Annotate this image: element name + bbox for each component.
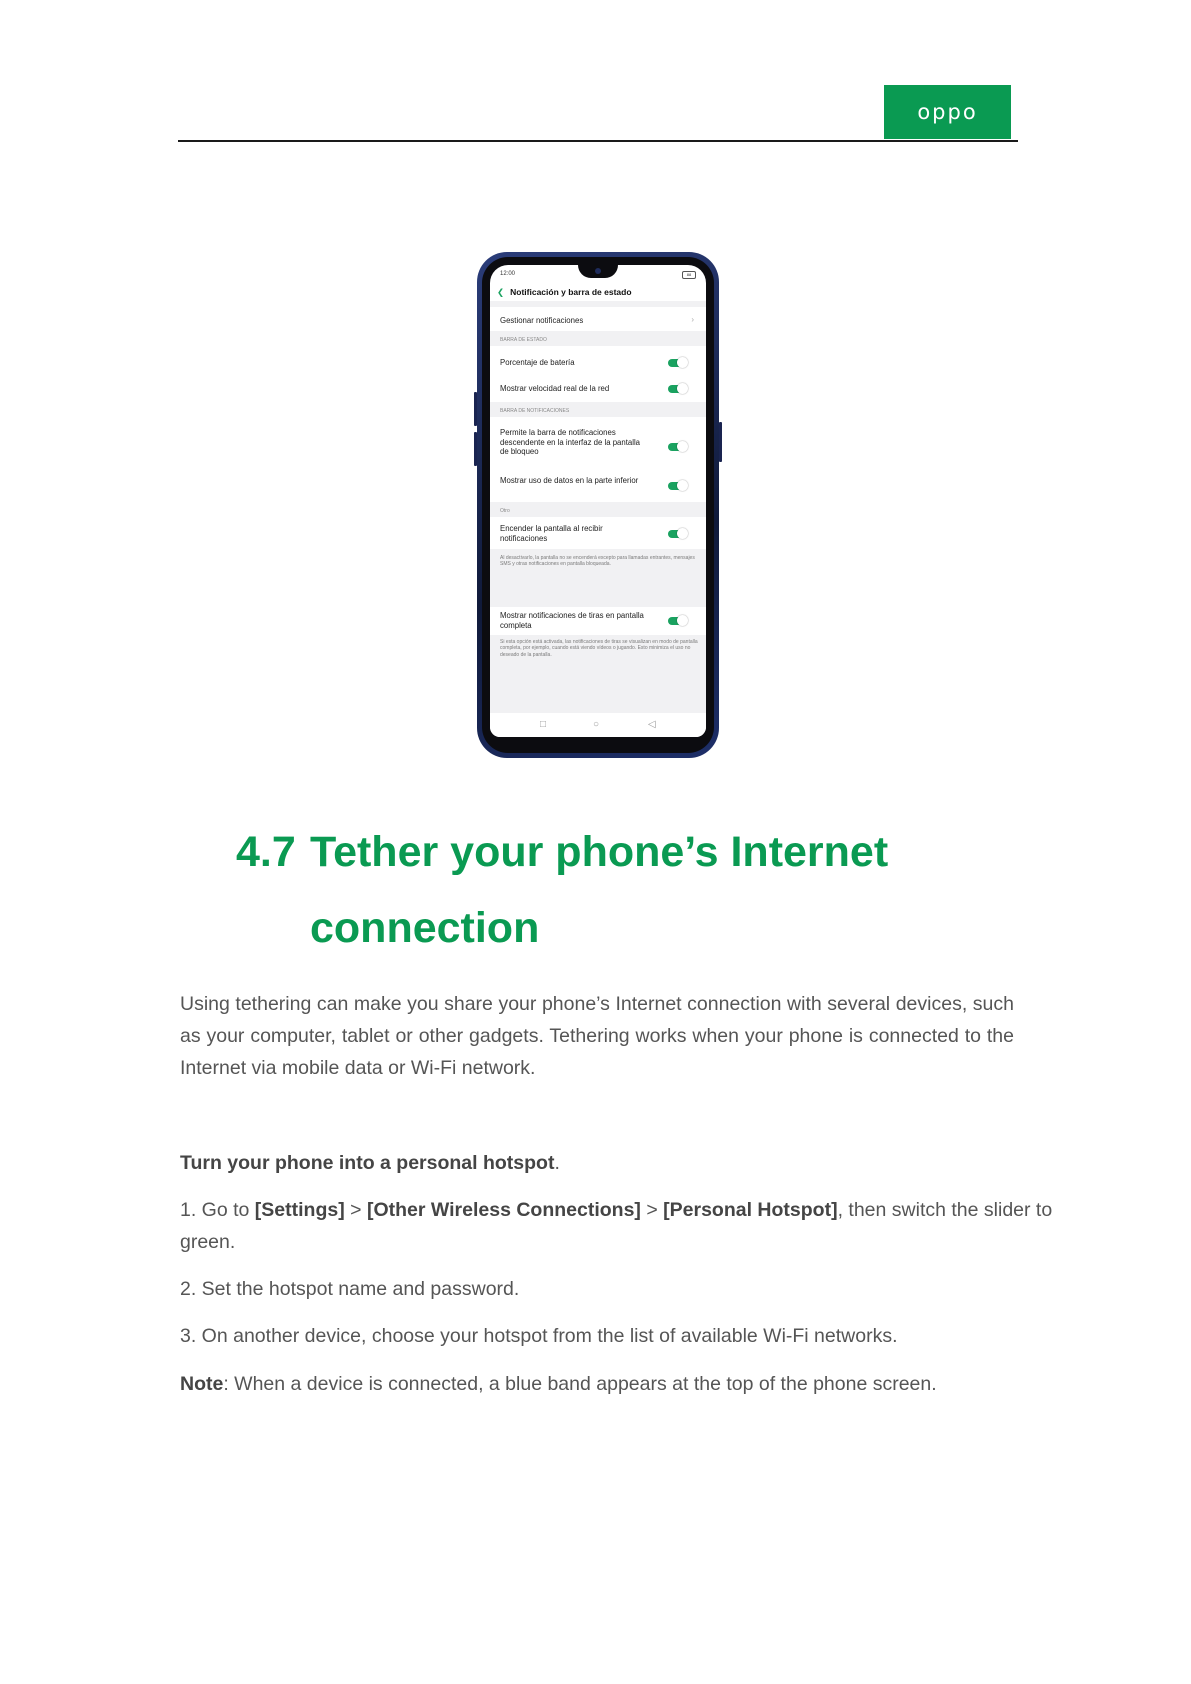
section-title-line2: connection — [310, 904, 540, 952]
settings-path: [Settings] — [254, 1199, 345, 1221]
phone-illustration — [477, 252, 719, 758]
wake-screen-toggle[interactable] — [668, 530, 686, 538]
step-1: 1. Go to [Settings] > [Other Wireless Connections] > [Personal Hotspot], then switch the slider to — [180, 1199, 1053, 1221]
other-wireless-path: [Other Wireless Connections] — [366, 1199, 641, 1221]
phone-nav-bar — [490, 713, 706, 737]
section-status-bar: BARRA DE ESTADO — [500, 337, 547, 343]
step-2: 2. Set the hotspot name and password. — [180, 1278, 520, 1300]
screen-title — [497, 287, 632, 298]
volume-button — [474, 392, 477, 426]
screen-title-text: Notificación y barra de estado — [510, 287, 632, 297]
hotspot-heading-text: Turn your phone into a personal hotspot — [180, 1152, 555, 1174]
chevron-right-icon: › — [691, 315, 694, 324]
lockscreen-pull-toggle[interactable] — [668, 443, 686, 451]
step-3: 3. On another device, choose your hotspot from the list of available Wi-Fi networks. — [180, 1325, 898, 1347]
hotspot-heading: Turn your phone into a personal hotspot. — [180, 1152, 560, 1174]
logo-text: oppo — [917, 100, 978, 124]
power-button — [719, 422, 722, 462]
battery-icon: 88 — [682, 271, 696, 279]
section-notification-bar: BARRA DE NOTIFICACIONES — [500, 408, 570, 414]
camera-notch — [578, 265, 618, 278]
section-title-line1: Tether your phone’s Internet — [310, 828, 889, 876]
recents-icon[interactable]: □ — [540, 719, 547, 730]
net-speed-row: Mostrar velocidad real de la red — [500, 384, 610, 393]
back-icon[interactable]: ❮ — [497, 287, 505, 297]
lockscreen-pull-row: Permite la barra de notificaciones descendente en la interfaz de la pantalla de bloqueo — [500, 428, 641, 457]
personal-hotspot-path: [Personal Hotspot] — [663, 1199, 838, 1221]
fullscreen-banner-row: Mostrar notificaciones de tiras en pantalla completa — [500, 611, 644, 630]
section-other: Otro — [500, 508, 510, 514]
note-line — [180, 1368, 1014, 1400]
wake-screen-note: Al desactivarlo, la pantalla no se encenderá excepto para llamadas entrantes, mensajes SMS y otras notificaciones en pantalla bloqueada. — [500, 555, 695, 568]
section-number: 4.7 — [236, 828, 296, 876]
note-text: : When a device is connected, a blue band appears at the top of the phone screen. — [223, 1373, 937, 1395]
intro-paragraph: Using tethering can make you share your phone’s Internet connection with several devices, such as your computer, tablet or other gadgets. Tethering works when your phone is connected to the Internet via mobile data or Wi-Fi network. — [180, 993, 1014, 1079]
back-nav-icon[interactable]: ◁ — [648, 719, 656, 730]
status-time: 12:00 — [500, 271, 516, 277]
battery-percent-row: Porcentaje de batería — [500, 358, 575, 367]
battery-percent-toggle[interactable] — [668, 359, 686, 367]
wake-screen-row: Encender la pantalla al recibir notificaciones — [500, 524, 603, 543]
volume-button — [474, 432, 477, 466]
header-divider — [178, 140, 1018, 142]
step-1-continuation: green. — [180, 1231, 236, 1253]
fullscreen-banner-toggle[interactable] — [668, 617, 686, 625]
data-usage-row: Mostrar uso de datos en la parte inferior — [500, 476, 639, 485]
net-speed-toggle[interactable] — [668, 385, 686, 393]
phone-screen — [490, 265, 706, 737]
home-icon[interactable]: ○ — [593, 719, 600, 730]
oppo-logo — [884, 85, 1011, 139]
data-usage-toggle[interactable] — [668, 482, 686, 490]
manage-notifications-row[interactable]: Gestionar notificaciones — [500, 316, 584, 325]
fullscreen-banner-note: Si esta opción está activada, las notificaciones de tiras se visualizan en modo de pantalla completa, por ejemplo, cuando está viendo vídeos o jugando. Esto minimiza el uso no deseado de la pantalla. — [500, 639, 698, 658]
note-label: Note — [180, 1373, 224, 1395]
